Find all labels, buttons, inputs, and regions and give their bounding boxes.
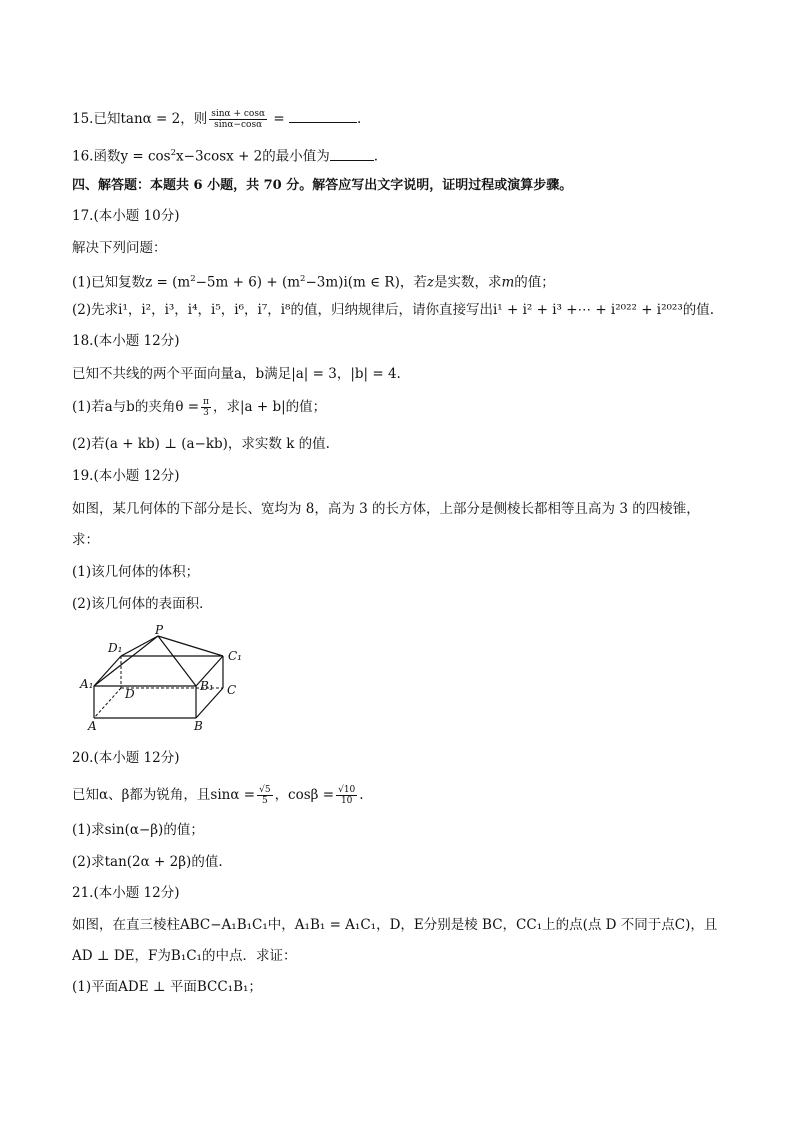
label-D: D — [125, 687, 135, 701]
q18-intro: 已知不共线的两个平面向量a，b满足|a| = 3，|b| = 4. — [72, 366, 401, 382]
label-D1: D₁ — [108, 641, 123, 655]
q20-header: 20.(本小题 12分) — [72, 750, 180, 766]
label-B: B — [194, 719, 203, 733]
q19-intro-line2: 求： — [72, 532, 99, 548]
q15-fraction: $\frac{\sin\alpha + \cos\alpha}{\sin\alpha-\cos\alpha}$ — [211, 109, 266, 130]
answer-blank-16 — [330, 146, 374, 161]
q19-part1: (1)该几何体的体积； — [72, 564, 200, 580]
question-15: 15.已知tanα = 2，则 $\frac{\sin\alpha + \cos\alpha}{\sin\alpha-\cos\alpha}$ = . — [72, 109, 362, 130]
q19-intro-line1: 如图，某几何体的下部分是长、宽均为 8，高为 3 的长方体，上部分是侧棱长都相等且高为 3 的四棱锥， — [72, 501, 700, 517]
q18-part1: (1)若a与b的夹角θ = $\frac{\pi}{3}$ ，求|a + b|的值； — [72, 397, 327, 418]
q21-intro-line2: AD ⊥ DE，F为B₁C₁的中点．求证： — [72, 948, 297, 964]
q17-part1: (1)已知复数$z = (m^2-5m + 6) + (m^2-3m)i(m$ ∈ R)，若z是实数，求m的值； — [72, 274, 555, 291]
section-4-heading: 四、解答题：本题共 6 小题，共 70 分。解答应写出文字说明，证明过程或演算步骤。 — [72, 178, 573, 193]
q21-intro-line1: 如图，在直三棱柱ABC−A₁B₁C₁中，A₁B₁ = A₁C₁，D，E分别是棱 BC，CC₁上的点(点 D 不同于点C)，且 — [72, 917, 718, 933]
label-C1: C₁ — [228, 649, 242, 663]
q18-header: 18.(本小题 12分) — [72, 333, 180, 349]
q15-prefix: 15.已知tanα = 2，则 — [72, 111, 208, 127]
q17-header: 17.(本小题 10分) — [72, 208, 180, 224]
label-C: C — [227, 683, 237, 697]
question-16: 16.函数$y = \cos^2x-3\cos x + 2$的最小值为 . — [72, 143, 378, 167]
q21-part1: (1)平面ADE ⊥ 平面BCC₁B₁； — [72, 979, 262, 995]
geometry-figure — [78, 624, 258, 736]
q20-part2: (2)求tan(2α + 2β)的值. — [72, 854, 223, 870]
q21-header: 21.(本小题 12分) — [72, 885, 180, 901]
label-B1: B₁ — [200, 679, 214, 693]
q17-intro: 解决下列问题： — [72, 240, 167, 256]
q19-part2: (2)该几何体的表面积． — [72, 596, 213, 612]
q19-header: 19.(本小题 12分) — [72, 468, 180, 484]
label-A1: A₁ — [80, 677, 94, 691]
label-A: A — [88, 719, 97, 733]
label-P: P — [155, 624, 164, 637]
q17-part2: (2)先求i¹，i²，i³，i⁴，i⁵，i⁶，i⁷，i⁸的值，归纳规律后，请你直接写出i¹ + i² + i³ +⋯ + i²⁰²² + i²⁰²³的值. — [72, 302, 715, 318]
q20-part1: (1)求sin(α−β)的值； — [72, 822, 204, 838]
q20-intro: 已知α、β都为锐角，且sinα = $\frac{√5}{5}$ ，cosβ = $\frac{√10}{10}$ . — [72, 785, 364, 806]
answer-blank-15 — [289, 108, 357, 123]
q18-part2: (2)若(a + kb) ⊥ (a−kb)，求实数 k 的值. — [72, 436, 330, 452]
